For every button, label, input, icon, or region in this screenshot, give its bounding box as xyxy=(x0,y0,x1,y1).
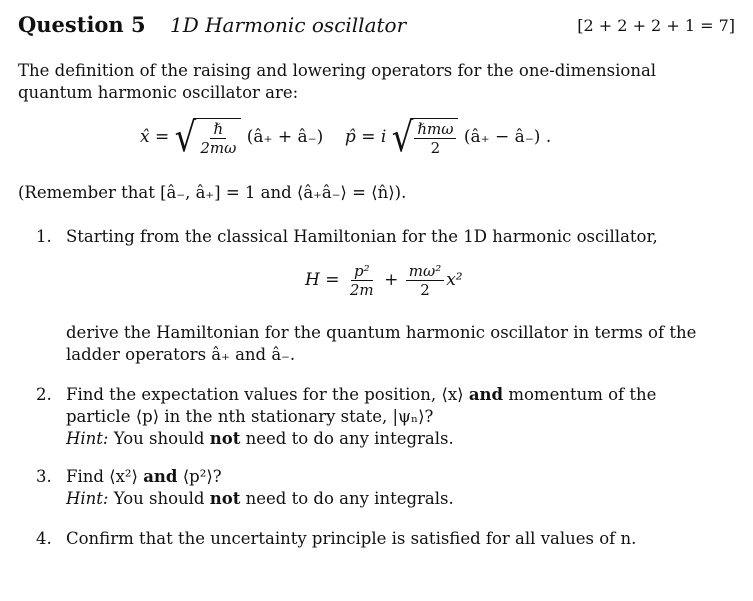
classical-hamiltonian xyxy=(305,262,463,310)
item-bold: and xyxy=(143,467,178,486)
item-text: derive the Hamiltonian for the quantum harmonic oscillator in terms of the ladder operators â₊ and â₋. xyxy=(66,323,697,364)
item-text: momentum of the particle ⟨p⟩ in the nth stationary state, |ψₙ⟩? xyxy=(66,385,657,426)
item-bold: and xyxy=(468,385,504,404)
two-m-omega: 2mω xyxy=(200,139,237,157)
item-number: 4. xyxy=(36,529,52,548)
hint-label: Hint: xyxy=(66,429,109,448)
item-number: 1. xyxy=(36,227,52,246)
ladder-sum: (â₊ + â₋) xyxy=(246,127,324,147)
hint-label: Hint: xyxy=(66,489,109,508)
sqrt-hbar-over-2momega: √ $\frac{\text{ℏ}}{2m\omega}$ xyxy=(175,118,242,157)
p-hat-equals-i: p̂ = i xyxy=(344,127,387,147)
question-title: 1D Harmonic oscillator xyxy=(170,13,407,37)
hbar-m-omega: ℏmω xyxy=(414,120,456,139)
m-omega-squared: mω² xyxy=(406,262,444,281)
hamiltonian-lhs: H = xyxy=(305,270,340,290)
item-text: Confirm that the uncertainty principle is satisfied for all values of n. xyxy=(66,529,637,548)
hbar: ℏ xyxy=(210,120,226,139)
item-number: 3. xyxy=(36,467,52,486)
equals-sign: = xyxy=(155,127,170,147)
item-text: Find ⟨x²⟩ xyxy=(66,467,138,486)
item-number: 2. xyxy=(36,385,52,404)
two-denominator: 2 xyxy=(420,281,430,299)
two: 2 xyxy=(430,139,441,157)
hint-text: You should xyxy=(113,489,205,508)
intro-text: The definition of the raising and lowering operators for the one-dimensional quantum harmonic oscillator are: xyxy=(18,61,657,102)
question-header xyxy=(18,12,735,42)
p-squared: p² xyxy=(351,262,373,281)
hint-text: need to do any integrals. xyxy=(245,489,454,508)
question-marks: [2 + 2 + 2 + 1 = 7] xyxy=(577,16,735,35)
item-text: ⟨p²⟩? xyxy=(182,467,222,486)
x-squared: x² xyxy=(446,270,463,290)
question-number: Question 5 xyxy=(18,12,146,37)
item-text: Find the expectation values for the position, ⟨x⟩ xyxy=(66,385,464,404)
ladder-diff: (â₊ − â₋) . xyxy=(463,127,552,147)
x-hat: x̂ xyxy=(140,127,150,147)
remember-note: (Remember that [â₋, â₊] = 1 and ⟨â₊â₋⟩ = ⟨n̂⟩). xyxy=(18,183,407,202)
plus-sign: + xyxy=(384,270,399,290)
hint-bold: not xyxy=(209,429,241,448)
sqrt-hbar-momega-over-2: √ $\frac{\text{ℏmω}}{2}$ xyxy=(392,118,459,157)
hint-text: You should xyxy=(113,429,205,448)
item-text: Starting from the classical Hamiltonian for the 1D harmonic oscillator, xyxy=(66,227,658,246)
hint-text: need to do any integrals. xyxy=(245,429,454,448)
two-m: 2m xyxy=(349,281,374,299)
operator-definitions xyxy=(140,113,620,168)
hint-bold: not xyxy=(209,489,241,508)
